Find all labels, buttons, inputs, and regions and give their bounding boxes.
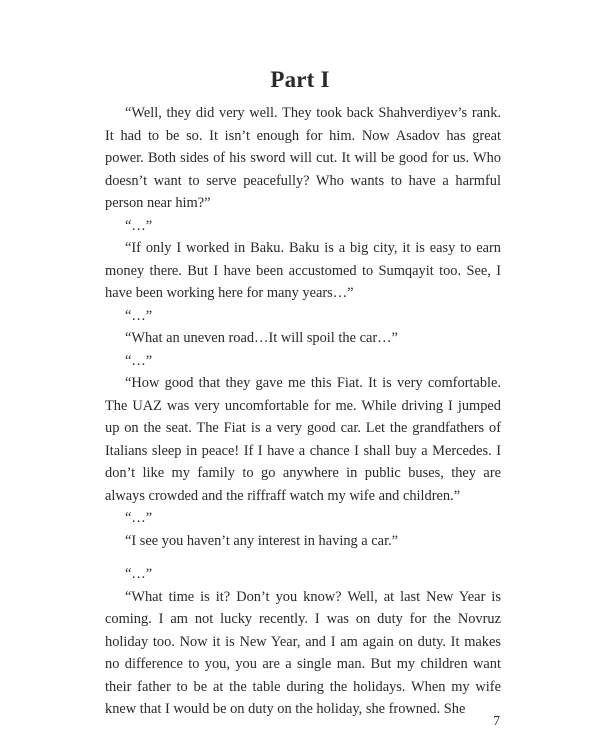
body-text	[105, 102, 501, 721]
paragraph: “How good that they gave me this Fiat. It is very comfortable. The UAZ was very uncomfortable for me. While driving I jumped up on the seat. The Fiat is a very good car. Let the grandfathers of Italians sleep in peace! If I have a chance I shall buy a Mercedes. I don’t like my family to go anywhere in public buses, they are always crowded and the riffraff watch my wife and children.”	[105, 375, 501, 504]
paragraph: “What an uneven road…It will spoil the car…”	[125, 330, 398, 346]
page-number: 7	[493, 713, 500, 728]
paragraph: “…”	[125, 352, 153, 369]
paragraph: “…”	[125, 217, 153, 234]
paragraph: “If only I worked in Baku. Baku is a big city, it is easy to earn money there. But I have been accustomed to Sumqayit too. See, I have been working here for many years…”	[105, 240, 501, 301]
paragraph: “Well, they did very well. They took back Shahverdiyev’s rank. It had to be so. It isn’t enough for him. Now Asadov has great power. Both sides of his sword will cut. It will be good for us. Who doesn’t want to serve peacefully? Who wants to have a harmful person near him?”	[105, 105, 501, 211]
paragraph: “…”	[125, 510, 153, 526]
paragraph: “What time is it? Don’t you know? Well, at last New Year is coming. I am not lucky recently. I was on duty for the Novruz holiday too. Now it is New Year, and I am again on duty. It makes no difference to you, you are a single man. But my children want their father to be at the table during the holidays. When my wife knew that I would be on duty on the holiday, she frowned. She	[105, 588, 501, 717]
chapter-title: Part I	[270, 67, 330, 92]
paragraph: “I see you haven’t any interest in having a car.”	[125, 532, 399, 549]
paragraph: “…”	[125, 307, 153, 324]
paragraph: “…”	[125, 566, 153, 582]
